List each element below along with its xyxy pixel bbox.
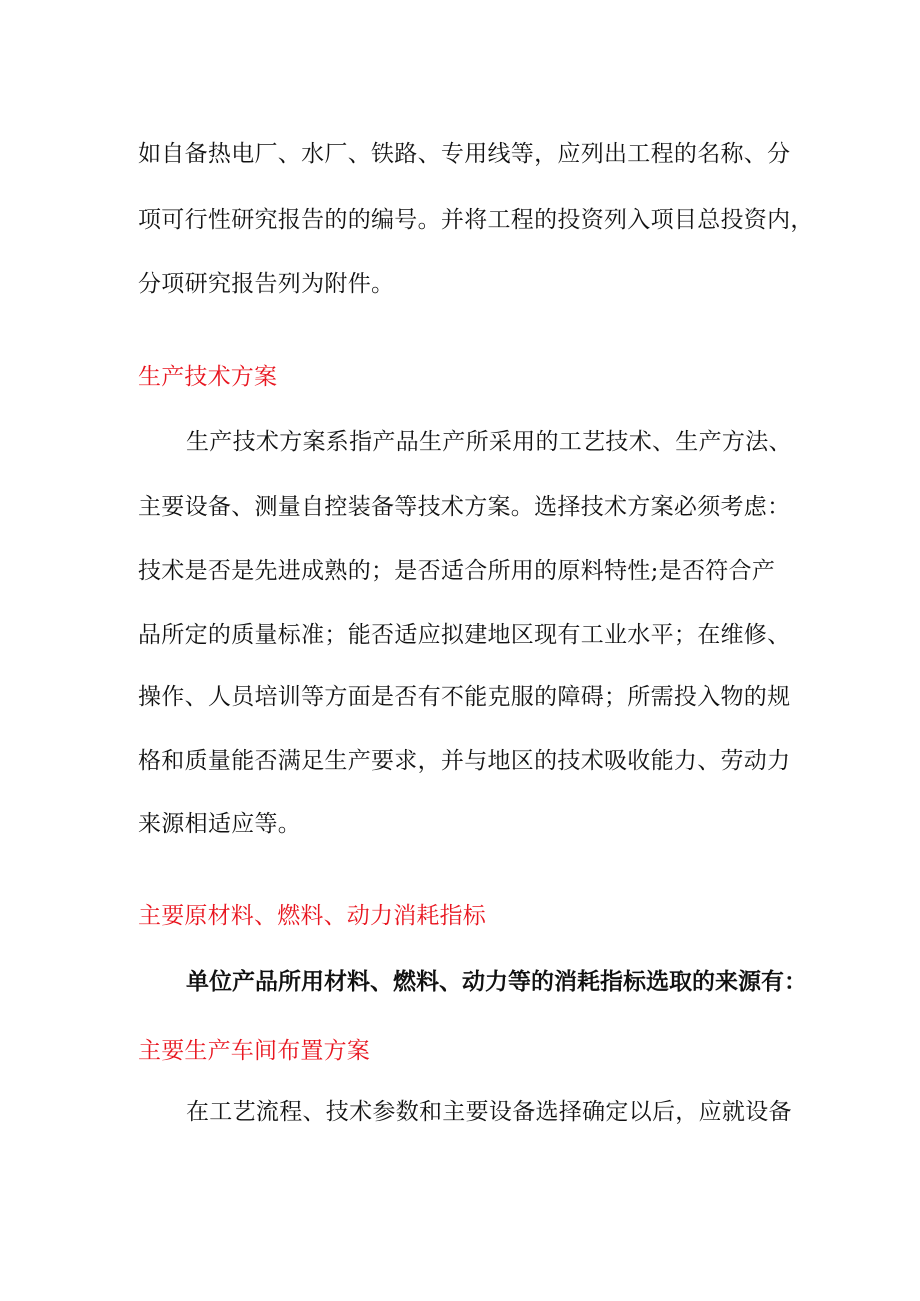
intro-line-1: 如自备热电厂、水厂、铁路、专用线等，应列出工程的名称、分 xyxy=(138,141,791,167)
section1-line-1: 生产技术方案系指产品生产所采用的工艺技术、生产方法、 xyxy=(186,429,792,455)
section2-line-1: 单位产品所用材料、燃料、动力等的消耗指标选取的来源有： xyxy=(186,969,807,995)
section1-line-2: 主要设备、测量自控装备等技术方案。选择技术方案必须考虑： xyxy=(138,494,791,520)
heading-production-technology: 生产技术方案 xyxy=(138,364,278,390)
section1-line-6: 格和质量能否满足生产要求，并与地区的技术吸收能力、劳动力 xyxy=(138,748,791,774)
heading-workshop-layout: 主要生产车间布置方案 xyxy=(138,1038,370,1064)
section1-line-7: 来源相适应等。 xyxy=(138,811,302,837)
section3-line-1: 在工艺流程、技术参数和主要设备选择确定以后，应就设备 xyxy=(186,1099,792,1125)
section1-line-4: 品所定的质量标准；能否适应拟建地区现有工业水平；在维修、 xyxy=(138,622,791,648)
intro-line-3: 分项研究报告列为附件。 xyxy=(138,271,395,297)
heading-consumption-indicators: 主要原材料、燃料、动力消耗指标 xyxy=(138,903,486,929)
intro-line-2: 项可行性研究报告的的编号。并将工程的投资列入项目总投资内， xyxy=(138,207,814,233)
section1-line-5: 操作、人员培训等方面是否有不能克服的障碍；所需投入物的规 xyxy=(138,684,791,710)
section1-line-3: 技术是否是先进成熟的；是否适合所用的原料特性;是否符合产 xyxy=(138,558,776,584)
